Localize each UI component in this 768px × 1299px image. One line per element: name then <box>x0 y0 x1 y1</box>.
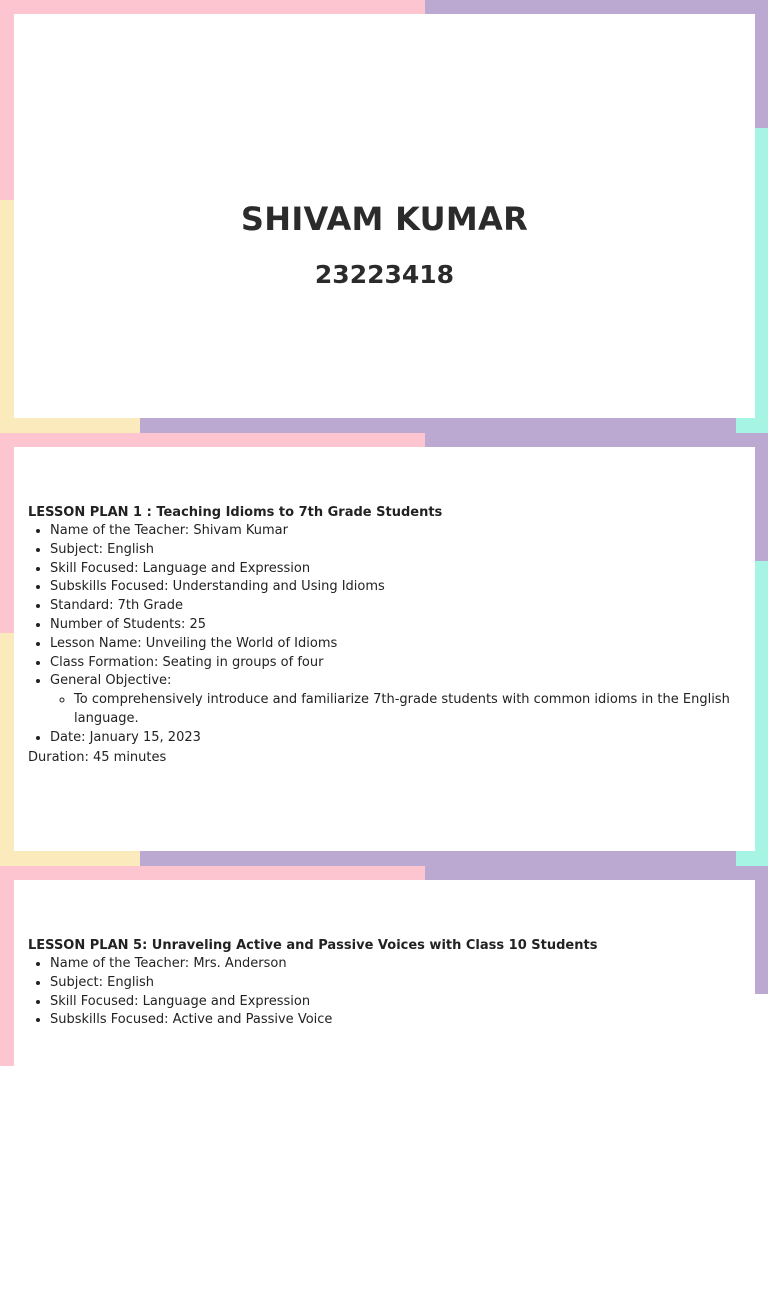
list-item: • Skill Focused: Language and Expression <box>50 993 741 1012</box>
frame-strip <box>0 418 140 433</box>
student-name: SHIVAM KUMAR <box>240 200 529 238</box>
list-item: • Subskills Focused: Active and Passive Voice <box>50 1011 741 1030</box>
frame-strip <box>0 633 14 866</box>
list-item: • Name of the Teacher: Mrs. Anderson <box>50 955 741 974</box>
frame-strip <box>140 418 736 433</box>
frame-strip <box>755 128 768 433</box>
lesson-plan-title: LESSON PLAN 5: Unraveling Active and Passive Voices with Class 10 Students <box>28 938 598 953</box>
objective-item: ◦ To comprehensively introduce and familiarize 7th-grade students with common idioms in the English language. <box>74 691 741 729</box>
frame-strip <box>755 561 768 866</box>
list-item: • Subskills Focused: Understanding and Using Idioms <box>50 578 741 597</box>
lesson-plan-details <box>28 522 741 748</box>
frame-strip <box>140 851 736 866</box>
frame-strip <box>425 433 768 447</box>
frame-strip <box>0 851 140 866</box>
frame-strip <box>0 200 14 433</box>
list-item: • Subject: English <box>50 541 741 560</box>
frame-strip <box>755 866 768 994</box>
frame-strip <box>736 418 768 433</box>
list-item: • Date: January 15, 2023 <box>50 729 741 748</box>
frame-strip <box>425 866 768 880</box>
list-item: • Standard: 7th Grade <box>50 597 741 616</box>
lesson-plan-1-slide <box>0 433 768 866</box>
list-item: • Skill Focused: Language and Expression <box>50 560 741 579</box>
frame-strip <box>755 0 768 128</box>
list-item: • Name of the Teacher: Shivam Kumar <box>50 522 741 541</box>
frame-strip <box>755 433 768 561</box>
duration-text: Duration: 45 minutes <box>28 749 167 765</box>
frame-strip <box>0 0 14 200</box>
objective-list <box>50 691 741 729</box>
frame-strip <box>736 851 768 866</box>
list-item: • Subject: English <box>50 974 741 993</box>
frame-strip <box>0 433 425 447</box>
list-item: • Number of Students: 25 <box>50 616 741 635</box>
list-item: • Class Formation: Seating in groups of four <box>50 654 741 673</box>
lesson-plan-title: LESSON PLAN 1 : Teaching Idioms to 7th Grade Students <box>28 505 443 520</box>
cover-panel <box>14 14 755 418</box>
list-item-label: General Objective: <box>50 673 172 689</box>
lesson-plan-details <box>28 955 741 1030</box>
lesson-plan-5-panel <box>14 880 755 1284</box>
list-item: • Lesson Name: Unveiling the World of Idioms <box>50 635 741 654</box>
lesson-plan-5-slide <box>0 866 768 1299</box>
frame-strip <box>0 433 14 633</box>
list-item <box>50 672 741 728</box>
cover-slide <box>0 0 768 433</box>
lesson-plan-1-panel <box>14 447 755 851</box>
frame-strip <box>0 866 425 880</box>
frame-strip <box>425 0 768 14</box>
frame-strip <box>0 866 14 1066</box>
frame-strip <box>0 0 425 14</box>
student-id: 23223418 <box>314 260 455 289</box>
